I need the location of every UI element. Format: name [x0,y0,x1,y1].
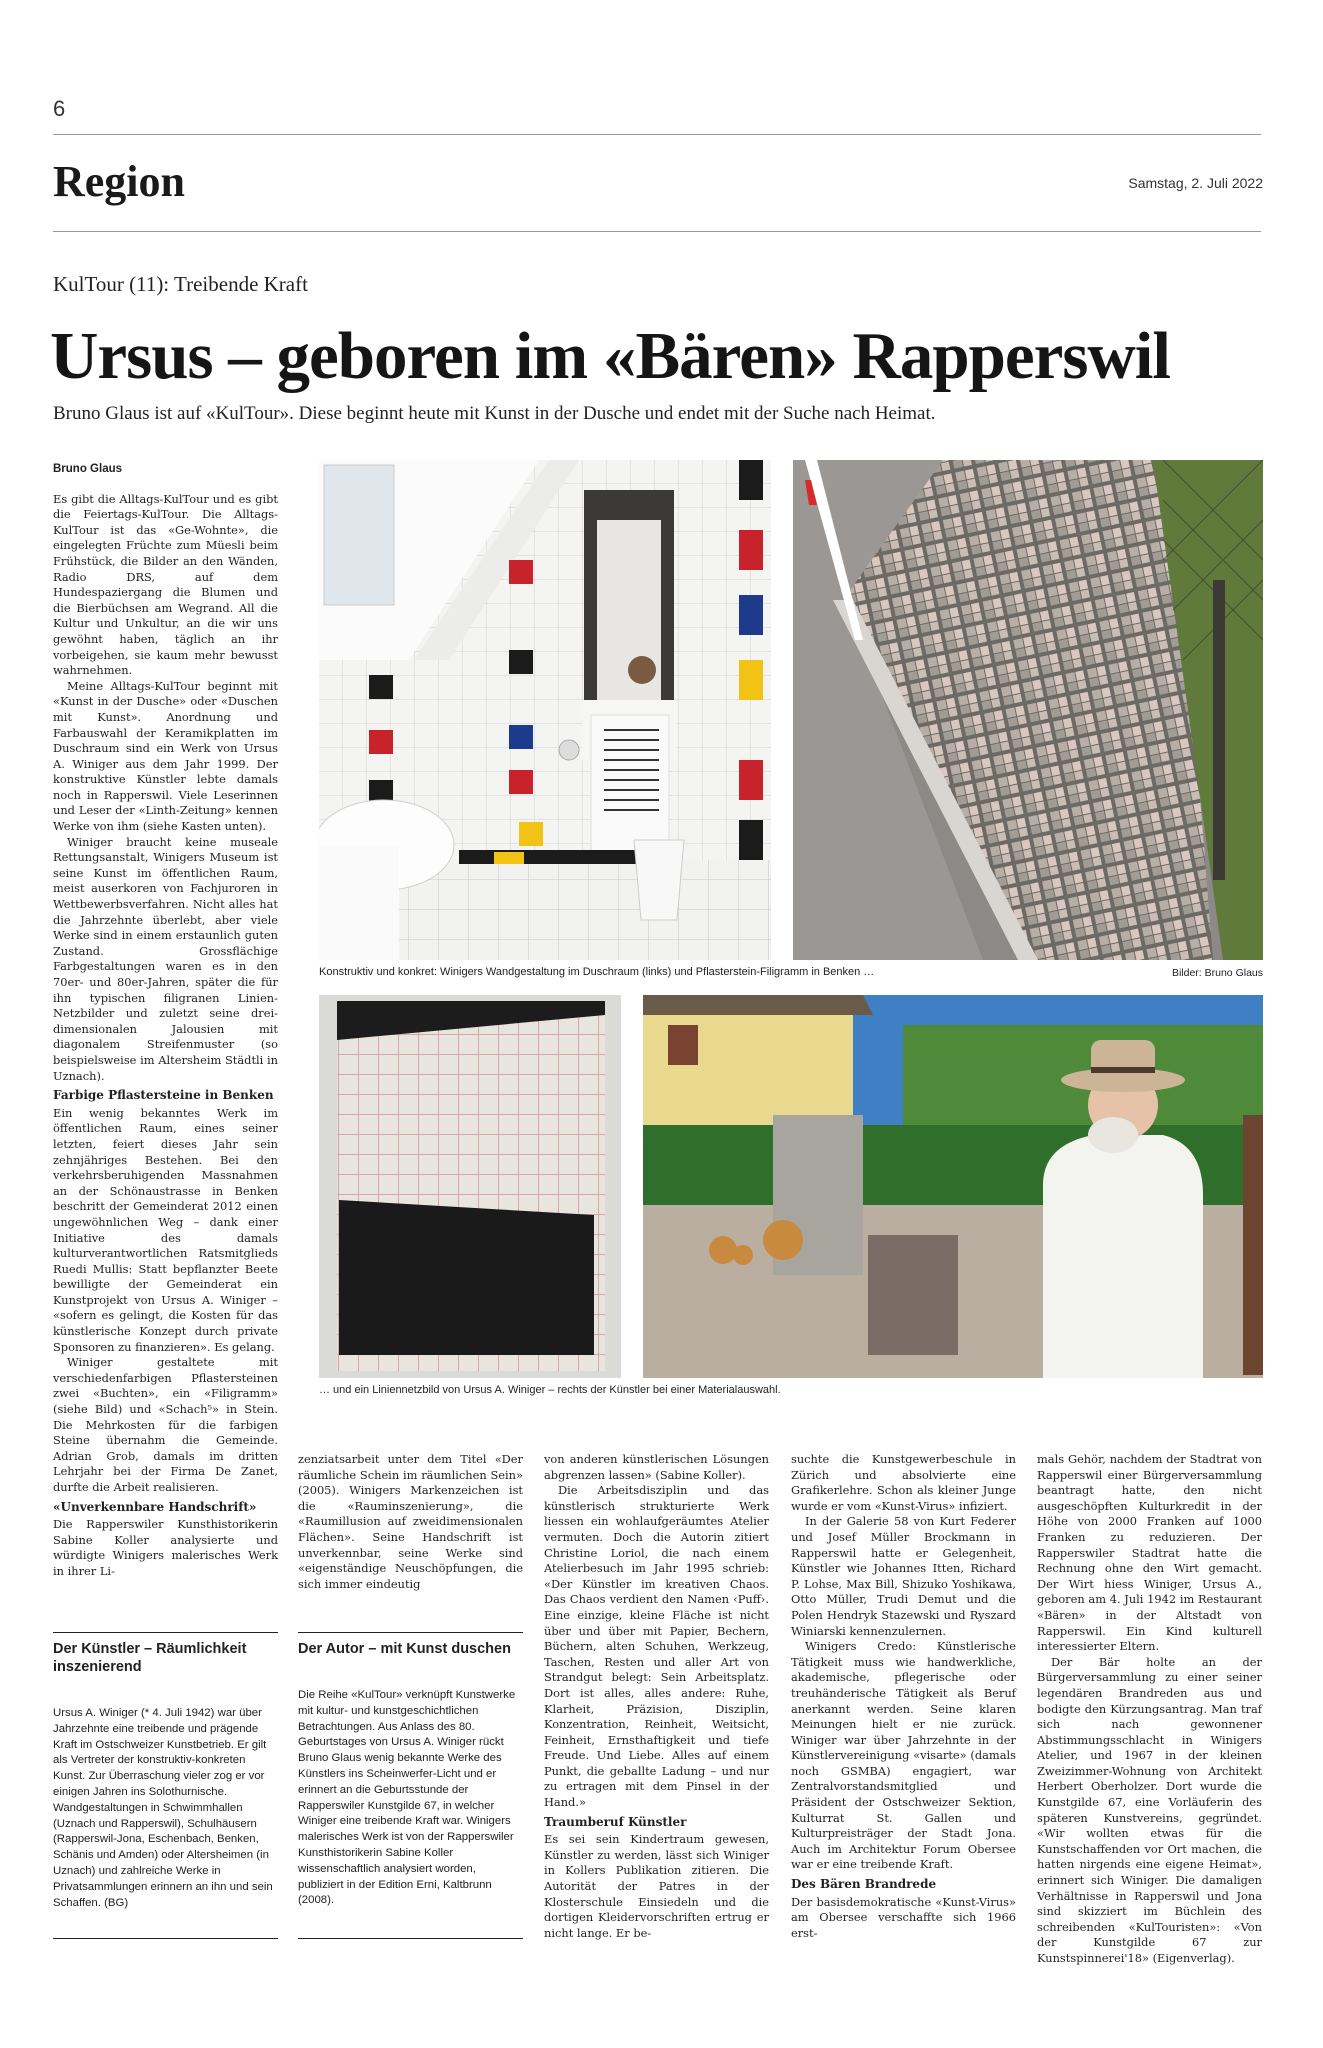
section-title: Region [53,157,185,206]
byline: Bruno Glaus [53,463,123,475]
article-lead: Bruno Glaus ist auf «KulTour». Diese beginnt heute mit Kunst in der Dusche und endet mit der Suche nach Heimat. [53,403,936,424]
box-rule-2-bottom [298,1938,523,1939]
box-rule-2 [298,1632,523,1633]
subheading: Farbige Pflastersteine in Benken [53,1088,274,1103]
box-rule-1 [53,1632,278,1633]
paragraph: Winigers Credo: Künstlerische Tätigkeit muss wie handwerkliche, akademische, pflegerische oder treuhänderische Tätigkeit als Beruf anerkannt werden. Seine klaren Meinungen hielt er nie zurück. Winiger war über Jahrzehnte in der Künstlervereinigung «visarte» (damals noch GSMBA) engagiert, war Zentralvorstandsmitglied und Präsident der Ostschweizer Sektion, Kulturrat St. Gallen und Kulturpreisträger der Stadt Jona. Auch im Architektur Forum Obersee war er eine treibende Kraft. [791,1639,1016,1872]
paragraph: suchte die Kunstgewerbeschule in Zürich und absolvierte eine Grafikerlehre. Schon als kleiner Junge wurde er vom «Kunst-Virus» infiziert. [791,1452,1016,1513]
article-column-2 [298,1452,523,1592]
paragraph: Winiger braucht keine museale Rettungsanstalt, Winigers Museum ist seine Kunst im öffentlichen Raum, meist auserkoren von Fachjuroren in Wettbewerbsverfahren. Nicht alles hat die Jahrzehnte überlebt, aber viele Werke sind in einem erstaunlich guten Zustand. Grossflächige Farbgestaltungen waren es in den 70er- und 80er-Jahren, später die für ihn typischen filigranen Linien-Netzbilder und zuletzt seine drei-dimensionalen Jalousien mit diagonalem Streifenmuster (so beispielsweise im Altersheim Städtli in Uznach). [53,834,278,1083]
paragraph: zenziatsarbeit unter dem Titel «Der räumliche Schein im räumlichen Sein» (2005). Winigers Markenzeichen ist die «Rauminszenierung», die «Raumillusion auf zweidimensionalen Flächen». Seine Handschrift ist unverkennbar, seine Werke sind «eigenständige Neuschöpfungen, die sich immer eindeutig [298,1452,523,1591]
box-title: Der Autor – mit Kunst duschen [298,1641,511,1657]
box-title: Der Künstler – Räumlichkeit inszenierend [53,1641,247,1675]
article-headline: Ursus – geboren im «Bären» Rapperswil [50,319,1171,393]
photo-shower-room [319,460,771,960]
paragraph: Meine Alltags-KulTour beginnt mit «Kunst in der Dusche» oder «Duschen mit Kunst». Anordnung und Farbauswahl der Keramikplatten im Duschraum sind ein Werk von Ursus A. Winiger aus dem Jahr 1999. Der konstruktive Künstler lebte damals noch in Rapperswil. Viele Leserinnen und Leser der «Linth-Zeitung» kennen Werke von ihm (siehe Kasten unten). [53,678,278,834]
paragraph: Ein wenig bekanntes Werk im öffentlichen Raum, eines seiner letzten, feiert dieses Jahr sein zehnjähriges Bestehen. Bei den verkehrsberuhigenden Massnahmen an der Schönaustrasse in Benken beschritt der Gemeinderat 2012 einen ungewöhnlichen Weg – dank einer Initiative des damals kulturverantwortlichen Ratsmitglieds Ruedi Mullis: Statt bepflanzter Beete bewilligte der Gemeinderat ein Kunstprojekt von Ursus A. Winiger – «sofern es gelingt, die Kosten für das künstlerische Konzept durch private Sponsoren zu finanzieren». Es gelang. [53,1105,278,1354]
article-column-5 [1037,1452,1262,1967]
paragraph: Es gibt die Alltags-KulTour und es gibt die Feiertags-KulTour. Die Alltags-KulTour ist das «Ge-Wohnte», die eingelegten Früchte zum Müesli beim Frühstück, die Bilder an den Wänden, Radio DRS, auf dem Hundespaziergang die Blumen und die Bierbüchsen am Wegrand. All die Kultur und Unkultur, an die wir uns gewöhnt haben, täglich an ihr vorbeigehen, sie kaum mehr bewusst wahrnehmen. [53,491,278,678]
info-box-author [298,1640,523,1909]
paragraph: Winiger gestaltete mit verschiedenfarbigen Pflastersteinen zwei «Buchten», ein «Filigramm» (siehe Bild) und «Schach⁵» in Stein. Die Mehrkosten für die farbigen Steine übernahm die Gemeinde. Adrian Grob, damals im dritten Lehrjahr bei der Firma De Zanet, durfte die Arbeit realisieren. [53,1355,278,1494]
photo-paving-stones [793,460,1263,960]
article-column-1 [53,462,278,1580]
photo-credit: Bilder: Bruno Glaus [1171,967,1263,979]
paragraph: Der basisdemokratische «Kunst-Virus» am Obersee verschaffte sich 1966 erst- [791,1894,1016,1940]
box-text: Ursus A. Winiger (* 4. Juli 1942) war über Jahrzehnte eine treibende und prägende Kraft im Ostschweizer Kunstbetrieb. Er gilt als Vertreter der konstruktiv-konkreten Kunst. Zur Überraschung vieler zog er vor einigen Jahren ins Solothurnische. Wandgestaltungen in Schwimmhallen (Uznach und Rapperswil), Schulhäusern (Rapperswil-Jona, Eschenbach, Benken, Schänis und Amden) oder Altersheimen (in Uznach) und zahlreiche Werke in Privatsammlungen erinnern an ihn und sein Schaffen. (BG) [53,1707,273,1909]
article-column-3 [544,1452,769,1941]
box-text: Die Reihe «KulTour» verknüpft Kunstwerke mit kultur- und kunstgeschichtlichen Betrachtungen. Aus Anlass des 80. Geburtstages von Ursus A. Winiger rückt Bruno Glaus wenig bekannte Werke des Künstlers ins Scheinwerfer-Licht und er erinnert an die Geburtsstunde der Rapperswiler Kunstgilde 67, in welcher Winiger eine treibende Kraft war. Winigers malerisches Werk ist von der Rapperswiler Kunsthistorikerin Sabine Koller wissenschaftlich analysiert worden, publiziert in der Edition Erni, Kaltbrunn (2008). [298,1689,516,1907]
paragraph: Der Bär holte an der Bürgerversammlung zu einer seiner legendären Brandreden aus und bodigte den Kürzungsantrag. Man traf sich nach gewonnener Abstimmungsschlacht in Winigers Atelier, und 1967 in der kleinen Zweizimmer-Wohnung von Architekt Herbert Oberholzer. Dort wurde die Kunstgilde 67, eine Vorläuferin des späteren Kunstvereins, gegründet. «Wir wollten etwas für die Kunstschaffenden vor Ort machen, die hatten nirgends eine eigene Heimat», erinnert sich Winiger. Die damaligen Verhältnisse in Rapperswil und Jona sind skizziert im Büchlein des schreibenden «KulTouristen»: «Von der Kunstgilde 67 zur Kunstspinnerei'18» (Eigenverlag). [1037,1654,1262,1965]
paragraph: Es sei sein Kindertraum gewesen, Künstler zu werden, lässt sich Winiger in Kollers Publikation zitieren. Die Autorität der Patres in der Klosterschule Einsiedeln und die dortigen Kleidervorschriften ertrug er nicht lange. Er be- [544,1832,769,1940]
page-number: 6 [53,96,66,121]
paragraph: Die Rapperswiler Kunsthistorikerin Sabine Koller analysierte und würdigte Winigers malerisches Werk in ihrer Li- [53,1517,278,1578]
box-rule-1-bottom [53,1938,278,1939]
issue-date: Samstag, 2. Juli 2022 [1128,175,1263,191]
article-column-4 [791,1452,1016,1941]
photo-line-net-painting [319,995,621,1378]
paragraph: von anderen künstlerischen Lösungen abgrenzen lassen» (Sabine Koller). [544,1452,769,1482]
header-rule-top [53,134,1261,135]
paragraph: Die Arbeitsdisziplin und das künstlerisch strukturierte Werk liessen ein wohlaufgeräumtes Atelier vermuten. Doch die Autorin zitiert Christine Loriol, die nach einem Atelierbesuch im Jahr 1995 schrieb: «Der Künstler im kreativen Chaos. Das Chaos verdient den Namen ‹Puff›. Eine einzige, kleine Fläche ist nicht über und über mit Papier, Bechern, Büchern, alten Schuhen, Werkzeug, Taschen, Resten und aller Art von Strandgut belegt: Sein Arbeitsplatz. Dort ist alles, alles andere: Ruhe, Klarheit, Präzision, Disziplin, Konzentration, Reinheit, Weitsicht, Feinheit, Ernsthaftigkeit und tiefe Freude. Und Liebe. Alles auf einem Punkt, die geballte Ladung – und nur zu ertragen mit dem Pinsel in der Hand.» [544,1483,769,1810]
photo-artist [643,995,1263,1378]
paragraph: In der Galerie 58 von Kurt Federer und Josef Müller Brockmann in Rapperswil hatte er Gelegenheit, Künstler wie Johannes Itten, Richard P. Lohse, Max Bill, Shizuko Yoshikawa, Otto Müller, Trudi Demut und die Polen Hendryk Stazewski und Ryszard Winiarski kennenzulernen. [791,1514,1016,1638]
paragraph: mals Gehör, nachdem der Stadtrat von Rapperswil einer Bürgerversammlung beantragt hatte, den nicht ausgeschöpften Kulturkredit in der Höhe von 2000 Franken auf 1000 Franken zu reduzieren. Der Rapperswiler Stadtrat hatte die Rechnung ohne den Wirt gemacht. Der Wirt hiess Winiger, Ursus A., geboren am 4. Juli 1942 im Restaurant «Bären» in der Altstadt von Rapperswil. Ein Kind kulturell interessierter Eltern. [1037,1452,1262,1654]
subheading: Traumberuf Künstler [544,1814,687,1829]
article-kicker: KulTour (11): Treibende Kraft [53,272,308,296]
photo-caption-2: … und ein Liniennetzbild von Ursus A. Winiger – rechts der Künstler bei einer Materialauswahl. [319,1384,781,1396]
subheading: «Unverkennbare Handschrift» [53,1499,257,1514]
photo-caption-1: Konstruktiv und konkret: Winigers Wandgestaltung im Duschraum (links) und Pflasterstein-Filigramm in Benken … [319,966,875,978]
subheading: Des Bären Brandrede [791,1877,937,1892]
info-box-artist [53,1640,278,1911]
header-rule-bottom [53,231,1261,232]
